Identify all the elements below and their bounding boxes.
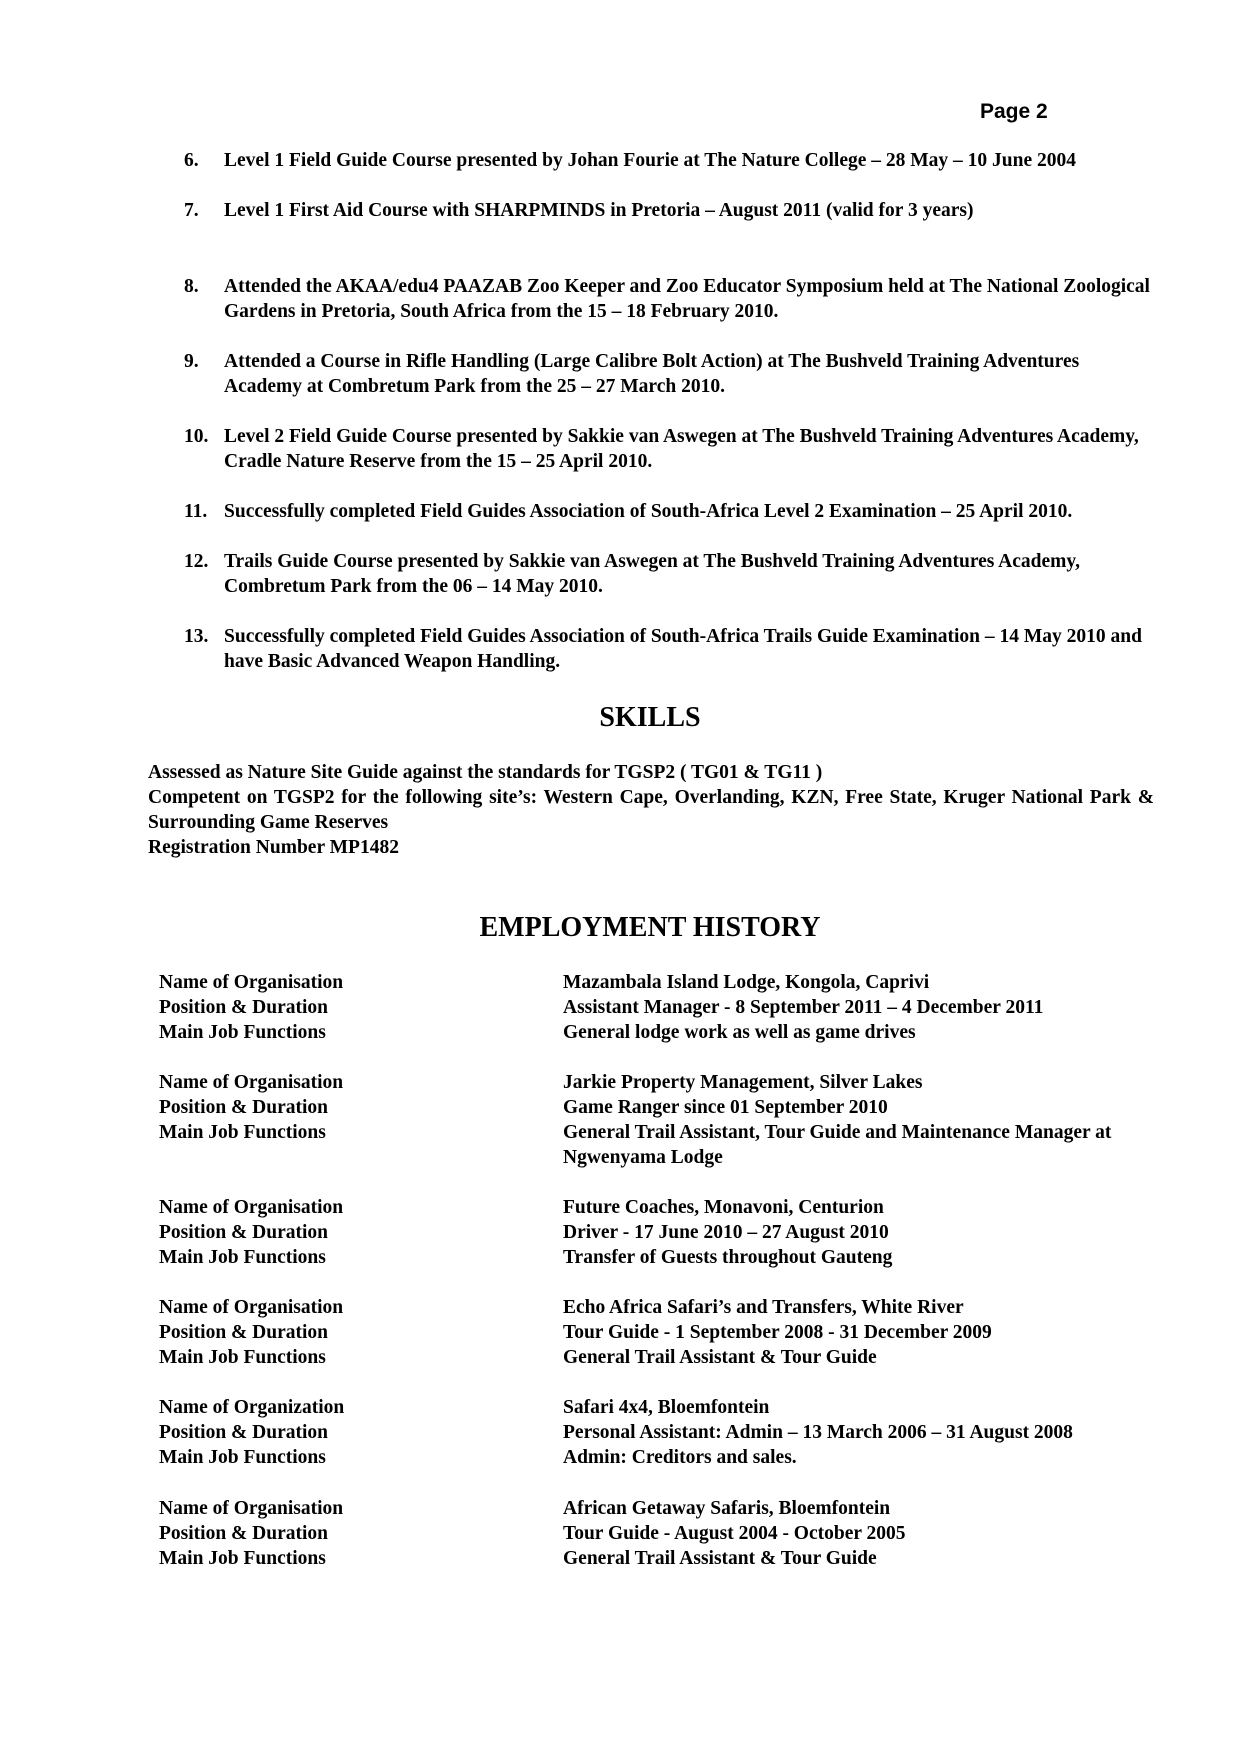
org-value: Mazambala Island Lodge, Kongola, Caprivi [563,972,930,993]
org-value: Safari 4x4, Bloemfontein [563,1397,770,1418]
org-label: Name of Organisation [159,1498,344,1519]
functions-label: Main Job Functions [159,1247,326,1268]
position-value: Tour Guide - August 2004 - October 2005 [563,1523,906,1544]
org-label: Name of Organisation [159,1072,344,1093]
functions-label: Main Job Functions [159,1447,326,1468]
skills-heading: SKILLS [599,702,701,733]
course-number: 11. [184,501,208,522]
position-value: Driver - 17 June 2010 – 27 August 2010 [563,1222,889,1243]
position-value: Game Ranger since 01 September 2010 [563,1097,888,1118]
course-number: 6. [184,150,199,171]
position-label: Position & Duration [159,997,329,1018]
course-number: 12. [184,551,209,572]
functions-value: General lodge work as well as game drives [563,1022,916,1043]
skills-competence: Competent on TGSP2 for the following site’s: Western Cape, Overlanding, KZN, Free State, Kruger National Park & Surrounding Game Reserves [148,787,1154,833]
position-label: Position & Duration [159,1097,329,1118]
skills-registration: Registration Number MP1482 [148,837,399,858]
employment-entry [159,970,1159,1045]
course-text: Trails Guide Course presented by Sakkie van Aswegen at The Bushveld Training Adventures Academy, Combretum Park from the 06 – 14 May 2010. [224,551,1080,597]
course-text: Successfully completed Field Guides Association of South-Africa Trails Guide Examination – 14 May 2010 and have Basic Advanced Weapon Handling. [224,626,1142,672]
org-value: Echo Africa Safari’s and Transfers, White River [563,1297,964,1318]
position-label: Position & Duration [159,1222,329,1243]
employment-entry [159,1395,1159,1470]
course-number: 10. [184,426,209,447]
functions-value: General Trail Assistant & Tour Guide [563,1347,877,1368]
course-item [184,499,1154,524]
position-value: Assistant Manager - 8 September 2011 – 4 December 2011 [563,997,1044,1018]
functions-label: Main Job Functions [159,1022,326,1043]
employment-entry [159,1070,1159,1170]
skills-section [148,760,1154,860]
org-label: Name of Organization [159,1397,345,1418]
course-item [184,349,1154,399]
course-text: Attended a Course in Rifle Handling (Large Calibre Bolt Action) at The Bushveld Training Adventures Academy at Combretum Park from the 25 – 27 March 2010. [224,351,1080,397]
org-label: Name of Organisation [159,1297,344,1318]
employment-entry [159,1496,1159,1571]
employment-entry [159,1295,1159,1370]
position-label: Position & Duration [159,1422,329,1443]
course-text: Level 1 Field Guide Course presented by Johan Fourie at The Nature College – 28 May – 10 June 2004 [224,150,1077,171]
position-value: Personal Assistant: Admin – 13 March 2006 – 31 August 2008 [563,1422,1073,1443]
course-item [184,424,1154,474]
functions-label: Main Job Functions [159,1347,326,1368]
page-number: Page 2 [980,100,1048,123]
course-number: 9. [184,351,199,372]
org-label: Name of Organisation [159,972,344,993]
course-item [184,198,1154,223]
functions-value: Admin: Creditors and sales. [563,1447,797,1468]
course-item [184,148,1154,173]
course-number: 7. [184,200,199,221]
course-text: Level 2 Field Guide Course presented by Sakkie van Aswegen at The Bushveld Training Adventures Academy, Cradle Nature Reserve from the 15 – 25 April 2010. [224,426,1139,472]
functions-value: Transfer of Guests throughout Gauteng [563,1247,893,1268]
course-text: Level 1 First Aid Course with SHARPMINDS in Pretoria – August 2011 (valid for 3 years) [224,200,974,221]
position-label: Position & Duration [159,1322,329,1343]
org-value: African Getaway Safaris, Bloemfontein [563,1498,891,1519]
employment-entry [159,1195,1159,1270]
skills-assessment: Assessed as Nature Site Guide against the standards for TGSP2 ( TG01 & TG11 ) [148,762,823,783]
course-item [184,624,1154,674]
org-value: Jarkie Property Management, Silver Lakes [563,1072,923,1093]
functions-label: Main Job Functions [159,1548,326,1569]
course-number: 8. [184,276,199,297]
employment-heading: EMPLOYMENT HISTORY [479,912,821,943]
position-value: Tour Guide - 1 September 2008 - 31 December 2009 [563,1322,992,1343]
org-label: Name of Organisation [159,1197,344,1218]
functions-value: General Trail Assistant & Tour Guide [563,1548,877,1569]
course-text: Attended the AKAA/edu4 PAAZAB Zoo Keeper and Zoo Educator Symposium held at The National Zoological Gardens in Pretoria, South Africa from the 15 – 18 February 2010. [224,276,1150,322]
course-number: 13. [184,626,209,647]
course-item [184,274,1154,324]
functions-label: Main Job Functions [159,1122,326,1143]
functions-value: General Trail Assistant, Tour Guide and Maintenance Manager at Ngwenyama Lodge [563,1122,1112,1168]
course-text: Successfully completed Field Guides Association of South-Africa Level 2 Examination – 25 April 2010. [224,501,1073,522]
course-item [184,549,1154,599]
position-label: Position & Duration [159,1523,329,1544]
org-value: Future Coaches, Monavoni, Centurion [563,1197,884,1218]
